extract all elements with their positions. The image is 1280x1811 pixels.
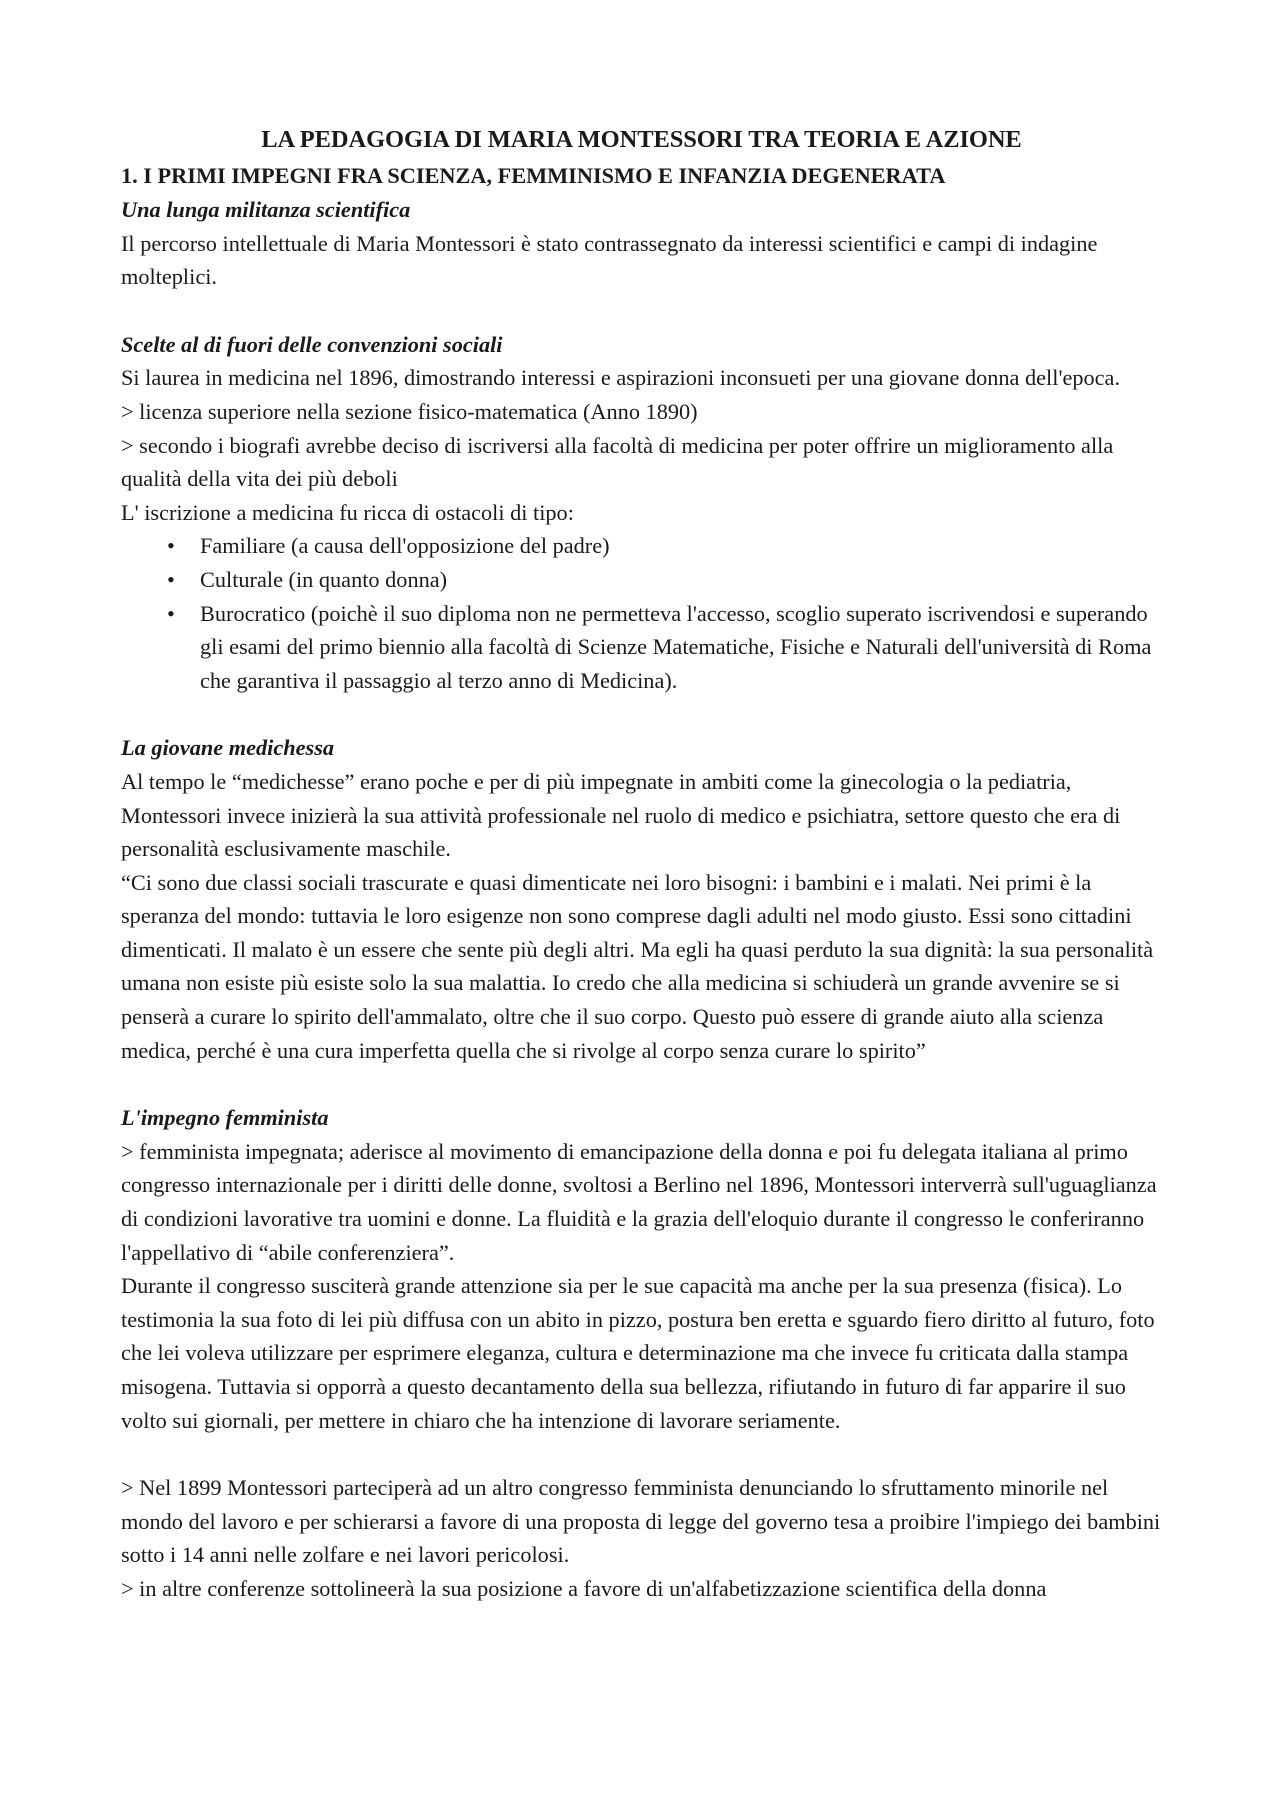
list-item — [167, 529, 1162, 563]
list-item-text: Burocratico (poichè il suo diploma non ne permetteva l'accesso, scoglio superato iscrivendosi e superando gli esami del primo biennio alla facoltà di Scienze Matematiche, Fisiche e Naturali dell'università di Roma che garantiva il passaggio al terzo anno di Medicina). — [200, 600, 1152, 693]
paragraph: > in altre conferenze sottolineerà la sua posizione a favore di un'alfabetizzazione scientifica della donna — [121, 1575, 1047, 1601]
list-item — [167, 597, 1162, 698]
section-heading-scelte: Scelte al di fuori delle convenzioni sociali — [121, 331, 503, 357]
obstacles-list — [121, 529, 1162, 697]
document-title: LA PEDAGOGIA DI MARIA MONTESSORI TRA TEORIA E AZIONE — [261, 126, 1022, 153]
list-item-text: Culturale (in quanto donna) — [200, 566, 448, 592]
bullet-icon: • — [167, 566, 175, 592]
blank-line — [121, 1437, 1162, 1471]
section-heading-femminista: L'impegno femminista — [121, 1105, 329, 1131]
paragraph: Durante il congresso susciterà grande attenzione sia per le sue capacità ma anche per la sua presenza (fisica). Lo testimonia la sua foto di lei più diffusa con un abito in pizzo, postura ben eretta e sguardo fiero diritto al futuro, foto che lei voleva utilizzare per esprimere eleganza, cultura e determinazione ma che invece fu criticata dalla stampa misogena. Tuttavia si opporrà a questo decantamento della sua bellezza, rifiutando in futuro di far apparire il suo volto sui giornali, per mettere in chiaro che ha intenzione di lavorare seriamente. — [121, 1273, 1155, 1433]
paragraph: Il percorso intellettuale di Maria Montessori è stato contrassegnato da interessi scientifici e campi di indagine molteplici. — [121, 230, 1098, 290]
list-item-text: Familiare (a causa dell'opposizione del padre) — [200, 533, 610, 559]
chapter-heading: 1. I PRIMI IMPEGNI FRA SCIENZA, FEMMINISMO E INFANZIA DEGENERATA — [121, 163, 946, 188]
bullet-icon: • — [167, 533, 175, 559]
paragraph: > Nel 1899 Montessori parteciperà ad un altro congresso femminista denunciando lo sfruttamento minorile nel mondo del lavoro e per schierarsi a favore di una proposta di legge del governo tesa a proibire l'impiego dei bambini sotto i 14 anni nelle zolfare e nei lavori pericolosi. — [121, 1475, 1161, 1568]
section-heading-medichessa: La giovane medichessa — [121, 735, 335, 761]
bullet-icon: • — [167, 600, 175, 626]
paragraph: L' iscrizione a medicina fu ricca di ostacoli di tipo: — [121, 499, 574, 525]
paragraph: Si laurea in medicina nel 1896, dimostrando interessi e aspirazioni inconsueti per una giovane donna dell'epoca. — [121, 365, 1121, 391]
paragraph: > secondo i biografi avrebbe deciso di iscriversi alla facoltà di medicina per poter offrire un miglioramento alla qualità della vita dei più deboli — [121, 432, 1114, 492]
blank-line — [121, 697, 1162, 731]
paragraph: > licenza superiore nella sezione fisico-matematica (Anno 1890) — [121, 398, 698, 424]
list-item — [167, 563, 1162, 597]
blank-line — [121, 294, 1162, 328]
quotation: “Ci sono due classi sociali trascurate e quasi dimenticate nei loro bisogni: i bambini e i malati. Nei primi è la speranza del mondo: tuttavia le loro esigenze non sono comprese dagli adulti nel modo giusto. Essi sono cittadini dimenticati. Il malato è un essere che sente più degli altri. Ma egli ha quasi perduto la sua dignità: la sua personalità umana non esiste più esiste solo la sua malattia. Io credo che alla medicina si schiuderà un grande avvenire se si penserà a curare lo spirito dell'ammalato, oltre che il suo corpo. Questo può essere di grande aiuto alla scienza medica, perché è una cura imperfetta quella che si rivolge al corpo senza curare lo spirito” — [121, 869, 1154, 1063]
paragraph: Al tempo le “medichesse” erano poche e per di più impegnate in ambiti come la ginecologia o la pediatria, Montessori invece inizierà la sua attività professionale nel ruolo di medico e psichiatra, settore questo che era di personalità esclusivamente maschile. — [121, 768, 1121, 862]
blank-line — [121, 1067, 1162, 1101]
paragraph: > femminista impegnata; aderisce al movimento di emancipazione della donna e poi fu delegata italiana al primo congresso internazionale per i diritti delle donne, svoltosi a Berlino nel 1896, Montessori interverrà sull'uguaglianza di condizioni lavorative tra uomini e donne. La fluidità e la grazia dell'eloquio durante il congresso le conferiranno l'appellativo di “abile conferenziera”. — [121, 1138, 1157, 1265]
section-heading-militanza: Una lunga militanza scientifica — [121, 197, 411, 222]
